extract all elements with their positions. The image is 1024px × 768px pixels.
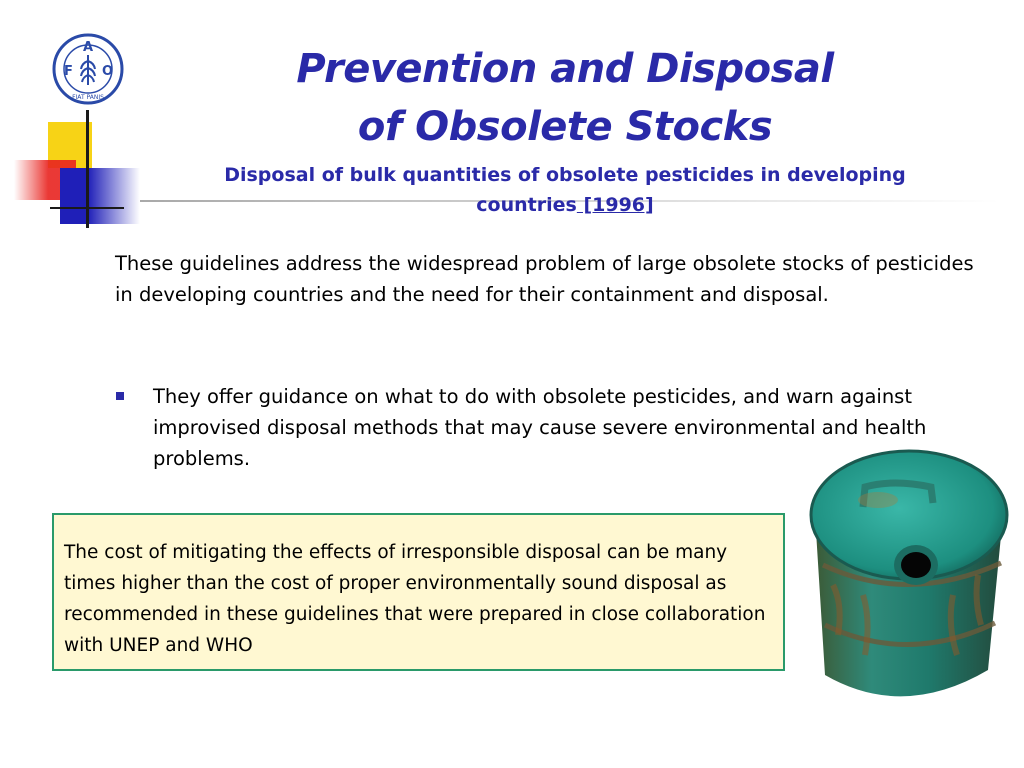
title-line-1: Prevention and Disposal: [296, 46, 834, 92]
subtitle-year: [1996]: [576, 194, 654, 216]
title-line-2: of Obsolete Stocks: [357, 104, 773, 150]
logo-letter-f: F: [64, 64, 73, 79]
vertical-rule: [86, 110, 89, 228]
subtitle-line-2: [140, 190, 990, 220]
fao-logo: [52, 33, 124, 105]
oil-drum-image: [803, 445, 1013, 715]
slide-title: [130, 40, 1000, 156]
bullet-square-icon: [116, 392, 124, 400]
horizontal-rule: [50, 207, 124, 209]
decorative-squares: [0, 110, 150, 230]
logo-letter-a: A: [83, 40, 94, 55]
logo-motto: FIAT PANIS: [72, 94, 104, 101]
slide-subtitle: [140, 160, 990, 220]
bullet-text: They offer guidance on what to do with obsolete pesticides, and warn against improvised disposal methods that may cause severe environmental and health problems.: [153, 385, 927, 470]
intro-paragraph: These guidelines address the widespread problem of large obsolete stocks of pesticides in developing countries and the need for their containment and disposal.: [115, 252, 974, 306]
callout-box: [52, 513, 785, 671]
logo-letter-o: O: [102, 64, 114, 79]
callout-text: The cost of mitigating the effects of irresponsible disposal can be many times higher than the cost of proper environmentally sound disposal as recommended in these guidelines that were prepared in close collaboration with UNEP and WHO: [64, 542, 766, 656]
subtitle-countries: countries: [476, 194, 577, 216]
subtitle-line-1: Disposal of bulk quantities of obsolete pesticides in developing: [224, 164, 906, 186]
blue-square: [60, 168, 140, 224]
